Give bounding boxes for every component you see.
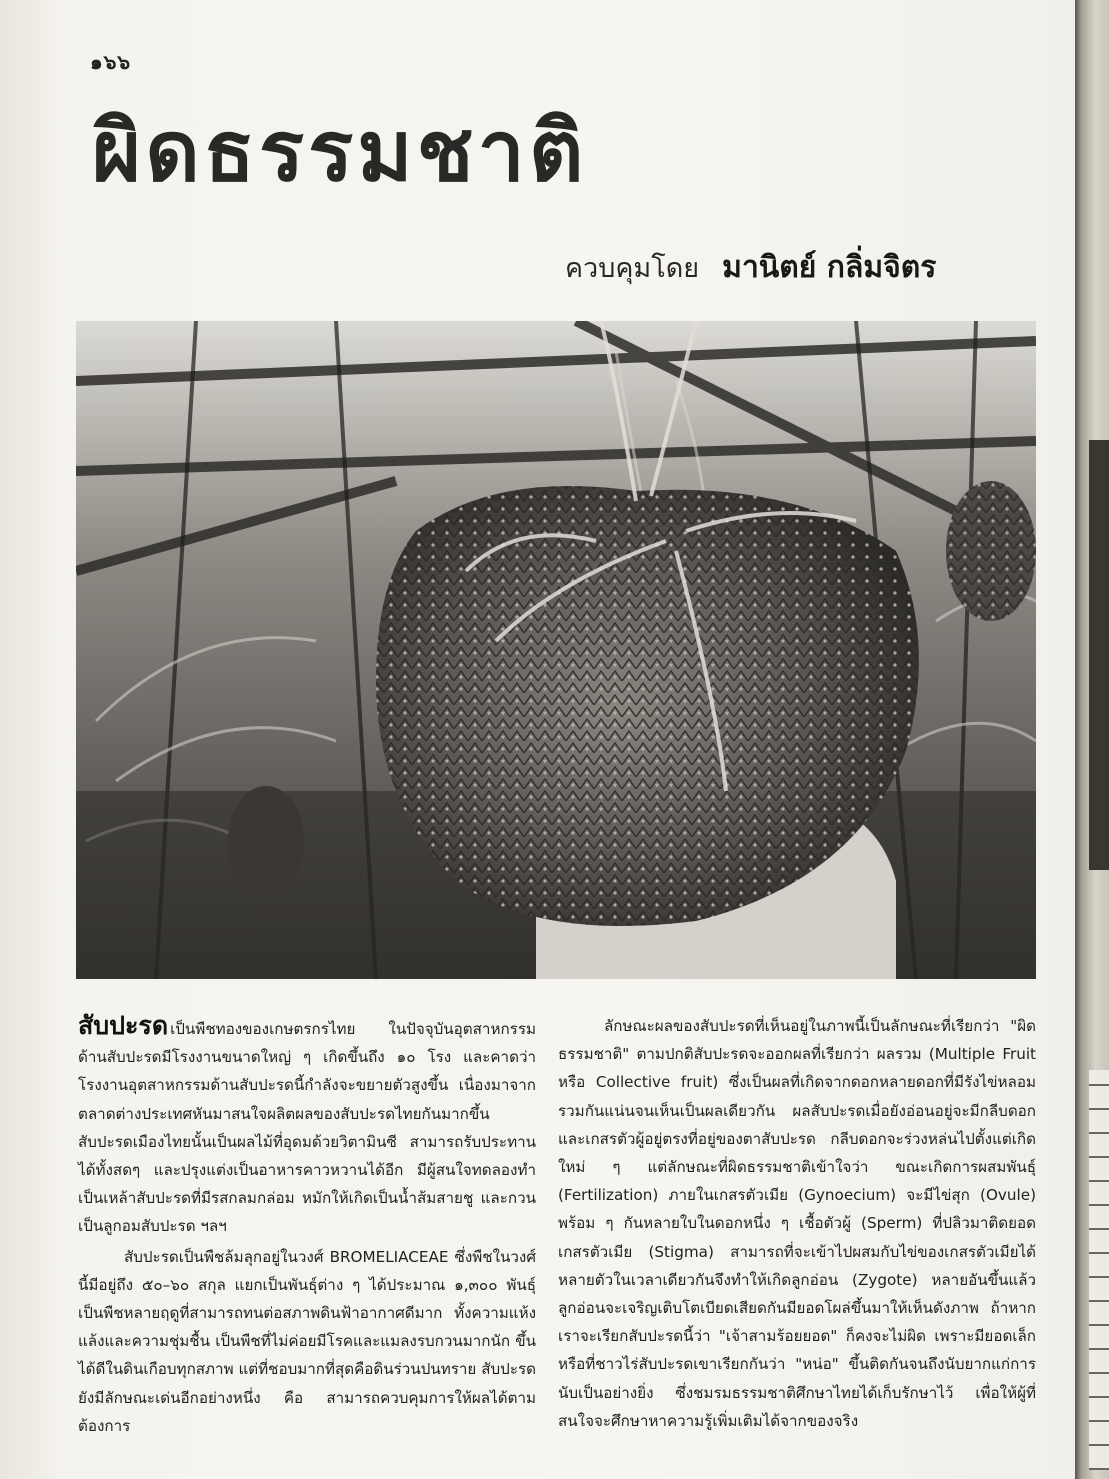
next-page-photo-edge — [1089, 440, 1109, 870]
pineapple-photo-illustration — [76, 321, 1036, 979]
byline-label: ควบคุมโดย — [565, 253, 700, 284]
paragraph — [78, 1243, 536, 1440]
pineapple-photo — [76, 321, 1036, 979]
next-page-edge — [1075, 0, 1109, 1479]
lead-word: สับปะรด — [78, 1011, 169, 1040]
byline — [565, 244, 1035, 291]
paragraph — [558, 1012, 1036, 1435]
article-column-left — [78, 1012, 536, 1440]
article-column-right — [558, 1012, 1036, 1435]
paragraph-text: เป็นพืชทองของเกษตรกรไทย ในปัจจุบันอุตสาหกรรมด้านสับปะรดมีโรงงานขนาดใหญ่ ๆ เกิดขึ้นถึง ๑๐ โรง และคาดว่าโรงงานอุตสาหกรรมด้านสับปะรดนี้กำลังจะขยายตัวสูงขึ้น เนื่องมาจากตลาดต่างประเทศหันมาสนใจผลิตผลของสับปะรดไทยกันมากขึ้น สับปะรดเมืองไทยนั้นเป็นผลไม้ที่อุดมด้วยวิตามินซี สามารถรับประทานได้ทั้งสดๆ และปรุงแต่งเป็นอาหารคาวหวานได้อีก มีผู้สนใจทดลองทำเป็นเหล้าสับปะรดที่มีรสกลมกล่อม หมักให้เกิดเป็นน้ำส้มสายชู และกวนเป็นลูกอมสับปะรด ฯลฯ — [78, 1020, 536, 1236]
paragraph-text: ลักษณะผลของสับปะรดที่เห็นอยู่ในภาพนี้เป็นลักษณะที่เรียกว่า "ผิดธรรมชาติ" ตามปกติสับปะรดจะออกผลที่เรียกว่า ผลรวม (Multiple Fruit หรือ Collective fruit) ซึ่งเป็นผลที่เกิดจากดอกหลายดอกที่มีรังไข่หลอมรวมกันแน่นจนเห็นเป็นผลเดียวกัน ผลสับปะรดเมื่อยังอ่อนอยู่จะมีกลีบดอกและเกสรตัวผู้อยู่ตรงที่อยู่ของตาสับปะรด กลีบดอกจะร่วงหล่นไปตั้งแต่เกิดใหม่ ๆ แต่ลักษณะที่ผิดธรรมชาติเข้าใจว่า ขณะเกิดการผสมพันธุ์ (Fertilization) ภายในเกสรตัวเมีย (Gynoecium) จะมีไข่สุก (Ovule) พร้อม ๆ กันหลายใบในดอกหนึ่ง ๆ เชื้อตัวผู้ (Sperm) ที่ปลิวมาติดยอดเกสรตัวเมีย (Stigma) สามารถที่จะเข้าไปผสมกับไข่ของเกสรตัวเมียได้หลายตัวในเวลาเดียวกันจึงทำให้เกิดลูกอ่อน (Zygote) หลายอันขึ้นแล้วลูกอ่อนจะเจริญเติบโตเบียดเสียดกันมียอดโผล่ขึ้นมาให้เห็นดังภาพ ถ้าหากเราจะเรียกสับปะรดนี้ว่า "เจ้าสามร้อยยอด" ก็คงจะไม่ผิด เพราะมียอดเล็กหรือที่ชาวไร่สับปะรดเขาเรียกกันว่า "หน่อ" ขึ้นติดกันจนถึงนับยากแก่การนับเป็นอย่างยิ่ง ซึ่งชมรมธรรมชาติศึกษาไทยได้เก็บรักษาไว้ เพื่อให้ผู้ที่สนใจจะศึกษาหาความรู้เพิ่มเติมได้จากของจริง — [558, 1017, 1036, 1430]
page-number: ๑๖๖ — [90, 50, 132, 74]
byline-author: มานิตย์ กลิ่มจิตร — [722, 250, 937, 285]
article-title: ผิดธรรมชาติ — [92, 102, 588, 200]
paragraph-text: สับปะรดเป็นพืชล้มลุกอยู่ในวงศ์ BROMELIACEAE ซึ่งพืชในวงศ์นี้มีอยู่ถึง ๕๐–๖๐ สกุล แยกเป็นพันธุ์ต่าง ๆ ได้ประมาณ ๑,๓๐๐ พันธุ์ เป็นพืชหลายฤดูที่สามารถทนต่อสภาพดินฟ้าอากาศดีมาก ทั้งความแห้งแล้งและความชุ่มชื้น เป็นพืชที่ไม่ค่อยมีโรคและแมลงรบกวนมากนัก ขึ้นได้ดีในดินเกือบทุกสภาพ แต่ที่ชอบมากที่สุดคือดินร่วนปนทราย สับปะรดยังมีลักษณะเด่นอีกอย่างหนึ่ง คือ สามารถควบคุมการให้ผลได้ตามต้องการ — [78, 1247, 536, 1435]
paragraph — [78, 1012, 536, 1241]
next-page-text-edge — [1089, 1070, 1109, 1470]
